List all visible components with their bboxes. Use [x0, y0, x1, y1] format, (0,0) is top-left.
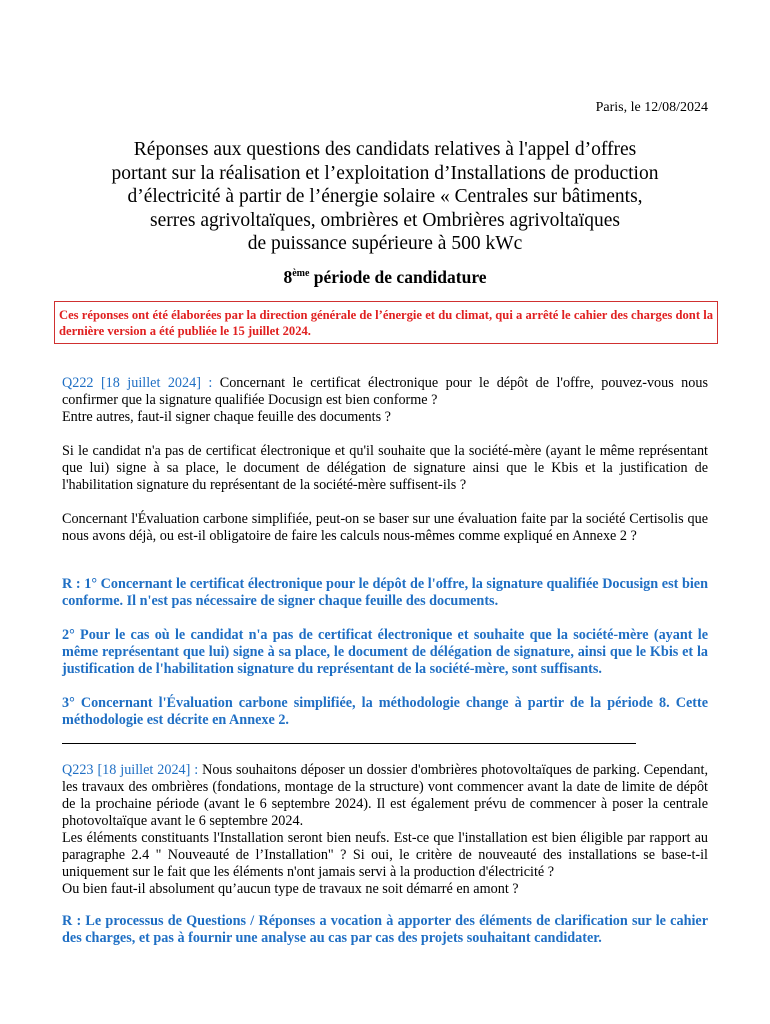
q222-question-text: Concernant le certificat électronique pour le dépôt de l'offre, pouvez-vous nous confirmer que la signature qualifiée Docusign est bien conforme ?: [62, 375, 708, 408]
q222-paragraph-3: Concernant l'Évaluation carbone simplifiée, peut-on se baser sur une évaluation faite par la société Certisolis que nous avons déjà, ou est-il obligatoire de faire les calculs nous-mêmes comme expliqué en Annexe 2 ?: [62, 511, 708, 544]
q222-paragraph-2: Si le candidat n'a pas de certificat électronique et qu'il souhaite que la société-mère (ayant le même représentant que lui) signe à sa place, le document de délégation de signature ainsi que le Kbis et la justification de l'habilitation signature du représentant de la société-mère suffisent-ils ?: [62, 443, 708, 493]
q222-answer-1: R : 1° Concernant le certificat électronique pour le dépôt de l'offre, la signature qualifiée Docusign est bien conforme. Il n'est pas nécessaire de signer chaque feuille des documents.: [62, 576, 708, 609]
document-title: [60, 138, 710, 256]
period-text: période de candidature: [309, 266, 487, 287]
period-superscript: ème: [292, 268, 310, 279]
period-heading: [60, 265, 710, 286]
title-line: serres agrivoltaïques, ombrières et Ombrières agrivoltaïques: [149, 209, 620, 231]
title-line: portant sur la réalisation et l’exploitation d’Installations de production: [111, 162, 659, 184]
title-line: Réponses aux questions des candidats relatives à l'appel d’offres: [133, 139, 637, 160]
q222-reference: Q222 [18 juillet 2024] :: [62, 375, 213, 391]
q223-paragraph-2: Les éléments constituants l'Installation seront bien neufs. Est-ce que l'installation est bien éligible par rapport au paragraphe 2.4 " Nouveauté de l’Installation" ? Si oui, le critère de nouveauté des installations se base-t-il uniquement sur le fait que les éléments n'ont jamais servi à la production d'électricité ?: [62, 830, 708, 880]
title-line: de puissance supérieure à 500 kWc: [247, 233, 523, 254]
q222-answer-2: 2° Pour le cas où le candidat n'a pas de certificat électronique et souhaite que la société-mère (ayant le même représentant que lui) signe à sa place, le document de délégation de signature, ainsi que le Kbis et la justification de l'habilitation signature du représentant de la société-mère, sont suffisants.: [62, 627, 708, 677]
period-number: 8: [283, 266, 293, 287]
q223-question: [62, 762, 708, 830]
section-divider: [62, 743, 636, 744]
q223-paragraph-3: Ou bien faut-il absolument qu’aucun type de travaux ne soit démarré en amont ?: [62, 881, 519, 897]
q223-reference: Q223 [18 juillet 2024] :: [62, 762, 199, 778]
document-date: Paris, le 12/08/2024: [595, 100, 708, 115]
notice-box: Ces réponses ont été élaborées par la direction générale de l’énergie et du climat, qui a arrêté le cahier des charges dont la dernière version a été publiée le 15 juillet 2024.: [54, 301, 718, 344]
title-line: d’électricité à partir de l’énergie solaire « Centrales sur bâtiments,: [127, 186, 643, 207]
q222-question: [62, 375, 708, 409]
q223-question-text: Nous souhaitons déposer un dossier d'ombrières photovoltaïques de parking. Cependant, les travaux des ombrières (fondations, montage de la structure) vont commencer avant la date de limite de dépôt de la prochaine période (avant le 6 septembre 2024). Il est également prévu de commencer à poser la centrale photovoltaïque avant le 6 septembre 2024.: [62, 762, 708, 829]
q223-answer: R : Le processus de Questions / Réponses a vocation à apporter des éléments de clarification sur le cahier des charges, et pas à fournir une analyse au cas par cas des projets souhaitant candidater.: [62, 913, 708, 946]
q222-question-line: Entre autres, faut-il signer chaque feuille des documents ?: [62, 409, 391, 425]
q222-answer-3: 3° Concernant l'Évaluation carbone simplifiée, la méthodologie change à partir de la période 8. Cette méthodologie est décrite en Annexe 2.: [62, 695, 708, 728]
